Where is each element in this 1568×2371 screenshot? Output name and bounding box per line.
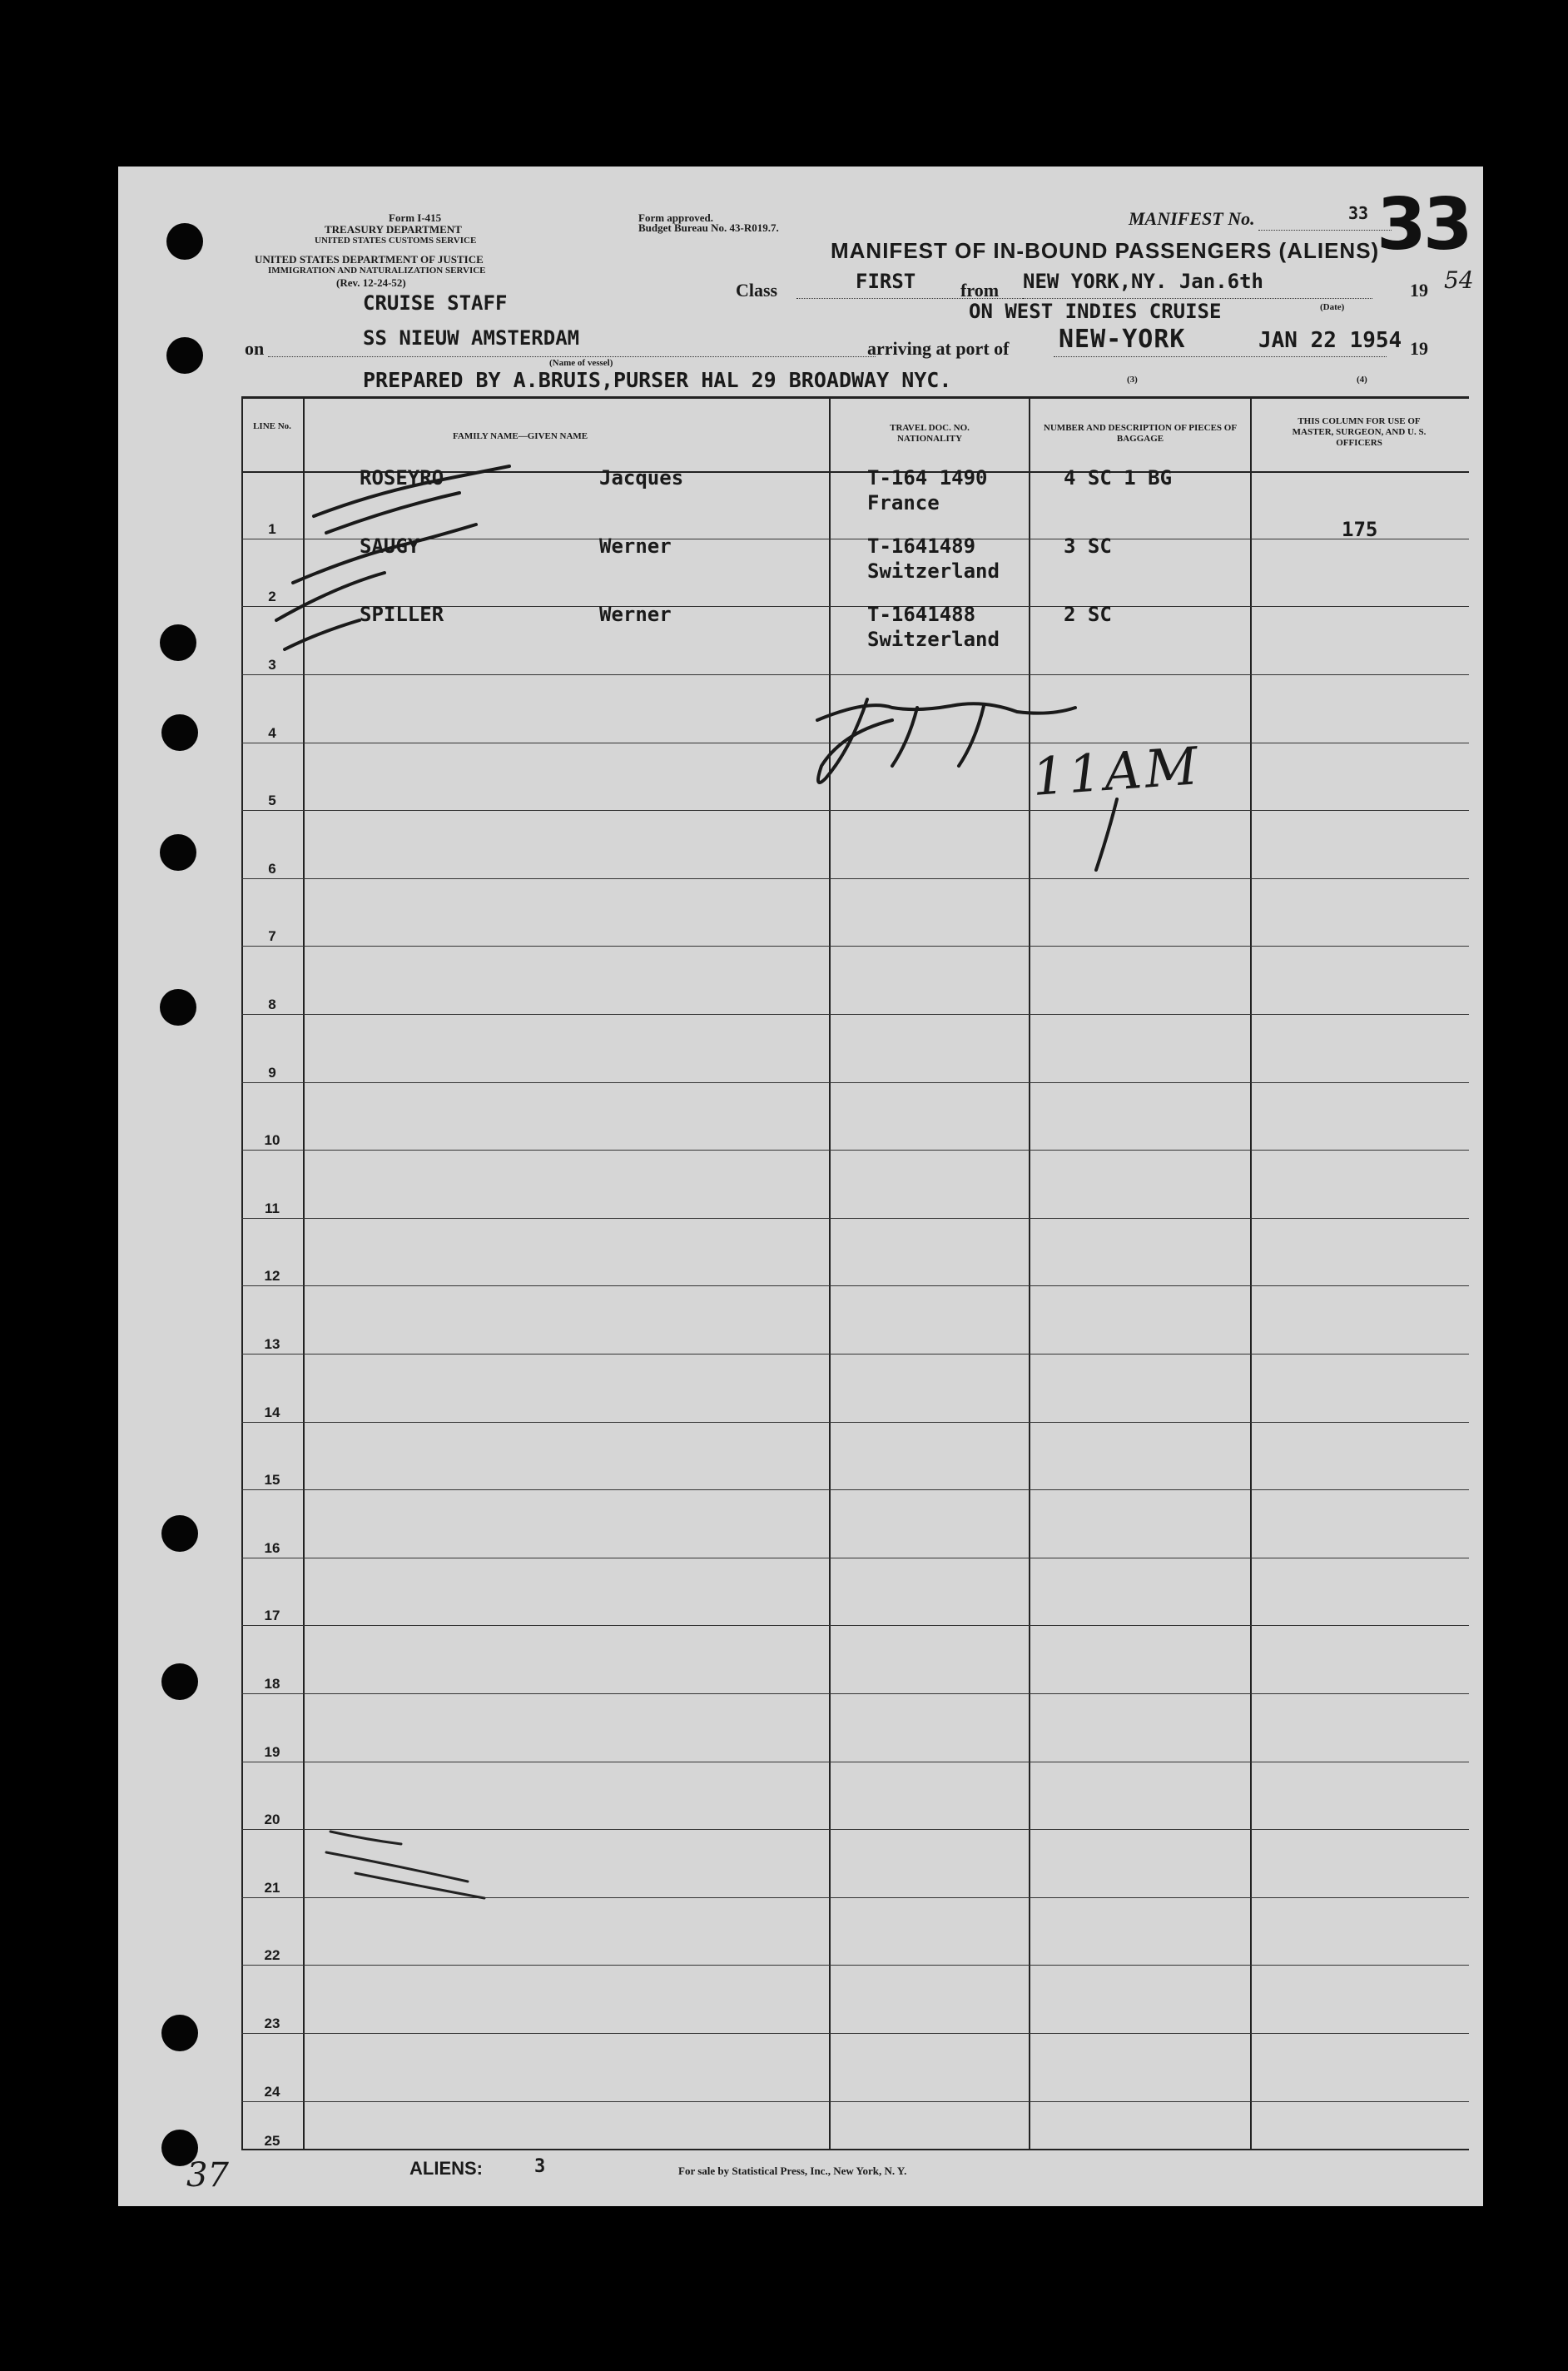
handwritten-strikes xyxy=(118,167,1483,2206)
column-4-caption: (4) xyxy=(1357,375,1367,385)
passenger-family-name: SAUGY xyxy=(360,534,420,558)
line-number: 17 xyxy=(264,1608,280,1623)
line-number: 10 xyxy=(264,1132,280,1148)
line-number: 25 xyxy=(264,2133,280,2149)
header-officers: THIS COLUMN FOR USE OF MASTER, SURGEON, AND U. S. OFFICERS xyxy=(1292,416,1427,448)
line-number: 8 xyxy=(268,997,276,1012)
vessel-caption: (Name of vessel) xyxy=(549,358,613,368)
department-4: IMMIGRATION AND NATURALIZATION SERVICE xyxy=(268,266,486,276)
passenger-baggage: 2 SC xyxy=(1064,603,1112,626)
header-travel-doc: TRAVEL DOC. NO. NATIONALITY xyxy=(890,423,970,444)
line-number: 11 xyxy=(265,1200,280,1216)
form-title: MANIFEST OF IN-BOUND PASSENGERS (ALIENS) xyxy=(831,238,1380,263)
department-2: UNITED STATES CUSTOMS SERVICE xyxy=(315,236,477,246)
from-value: NEW YORK,NY. Jan.6th xyxy=(1023,270,1263,293)
year-prefix: 19 xyxy=(1410,280,1428,301)
line-number: 15 xyxy=(264,1472,280,1488)
approved-line-1: Form approved. xyxy=(638,211,714,224)
aliens-total-count: 3 xyxy=(534,2156,546,2177)
vessel-name: SS NIEUW AMSTERDAM xyxy=(363,326,580,350)
prepared-by: PREPARED BY A.BRUIS,PURSER HAL 29 BROADWAY NYC. xyxy=(363,368,952,392)
arrival-port: NEW-YORK xyxy=(1059,325,1186,354)
line-number: 18 xyxy=(264,1676,280,1692)
line-number: 9 xyxy=(268,1065,276,1081)
line-number: 14 xyxy=(264,1404,280,1420)
passenger-given-name: Jacques xyxy=(599,466,684,490)
line-number: 20 xyxy=(264,1812,280,1827)
passenger-travel-doc: T-1641488 xyxy=(867,603,976,626)
passenger-travel-doc: T-164 1490 xyxy=(867,466,988,490)
date-caption: (Date) xyxy=(1320,302,1345,312)
passenger-travel-doc: T-1641489 xyxy=(867,534,976,558)
officer-note: 175 xyxy=(1342,518,1378,541)
on-label: on xyxy=(245,338,265,359)
passenger-baggage: 3 SC xyxy=(1064,534,1112,558)
approved-line-2: Budget Bureau No. 43-R019.7. xyxy=(638,221,779,234)
from-label: from xyxy=(960,280,1000,301)
aliens-total-label: ALIENS: xyxy=(409,2158,483,2179)
line-number: 23 xyxy=(264,2016,280,2031)
time-annotation: 11AM xyxy=(1030,735,1203,808)
department-3: UNITED STATES DEPARTMENT OF JUSTICE xyxy=(255,253,484,266)
passenger-nationality: Switzerland xyxy=(867,559,1000,583)
line-number: 16 xyxy=(264,1540,280,1556)
header-baggage: NUMBER AND DESCRIPTION OF PIECES OF BAGGAGE xyxy=(1043,423,1238,444)
passenger-given-name: Werner xyxy=(599,534,672,558)
manifest-sheet xyxy=(118,167,1483,2206)
form-number: Form I-415 xyxy=(389,211,442,224)
manifest-number-stamp: 33 xyxy=(1377,183,1470,266)
cruise-staff: CRUISE STAFF xyxy=(363,291,508,315)
arrival-date-stamp: JAN 22 1954 xyxy=(1258,328,1402,353)
year-value: 54 xyxy=(1444,266,1474,294)
line-number: 12 xyxy=(264,1268,280,1284)
arrival-suffix: 19 xyxy=(1410,338,1428,359)
margin-note: 37 xyxy=(186,2156,229,2195)
arriving-label: arriving at port of xyxy=(867,338,1010,359)
line-number: 2 xyxy=(268,589,276,604)
column-3-caption: (3) xyxy=(1127,375,1138,385)
line-number: 7 xyxy=(268,928,276,944)
passenger-baggage: 4 SC 1 BG xyxy=(1064,466,1173,490)
manifest-number-typed: 33 xyxy=(1348,203,1369,223)
passenger-family-name: ROSEYRO xyxy=(360,466,444,490)
line-number: 13 xyxy=(264,1336,280,1352)
line-number: 1 xyxy=(268,521,276,537)
line-number: 22 xyxy=(264,1947,280,1963)
header-name: FAMILY NAME—GIVEN NAME xyxy=(453,431,588,441)
line-number: 5 xyxy=(268,793,276,808)
cruise-description: ON WEST INDIES CRUISE xyxy=(969,300,1222,323)
printer-credit: For sale by Statistical Press, Inc., New York, N. Y. xyxy=(678,2165,907,2177)
class-label: Class xyxy=(736,280,778,301)
department-1: TREASURY DEPARTMENT xyxy=(325,223,462,236)
line-number: 19 xyxy=(264,1744,280,1760)
line-number: 4 xyxy=(268,725,276,741)
line-number: 6 xyxy=(268,861,276,877)
class-value: FIRST xyxy=(856,270,916,293)
line-number: 3 xyxy=(268,657,276,673)
passenger-nationality: Switzerland xyxy=(867,628,1000,651)
passenger-family-name: SPILLER xyxy=(360,603,444,626)
revision: (Rev. 12-24-52) xyxy=(336,276,406,289)
line-number: 21 xyxy=(264,1880,280,1896)
header-line-no: LINE No. xyxy=(253,421,291,431)
passenger-given-name: Werner xyxy=(599,603,672,626)
manifest-label: MANIFEST No. xyxy=(1129,208,1255,229)
passenger-nationality: France xyxy=(867,491,940,514)
line-number: 24 xyxy=(264,2084,280,2100)
